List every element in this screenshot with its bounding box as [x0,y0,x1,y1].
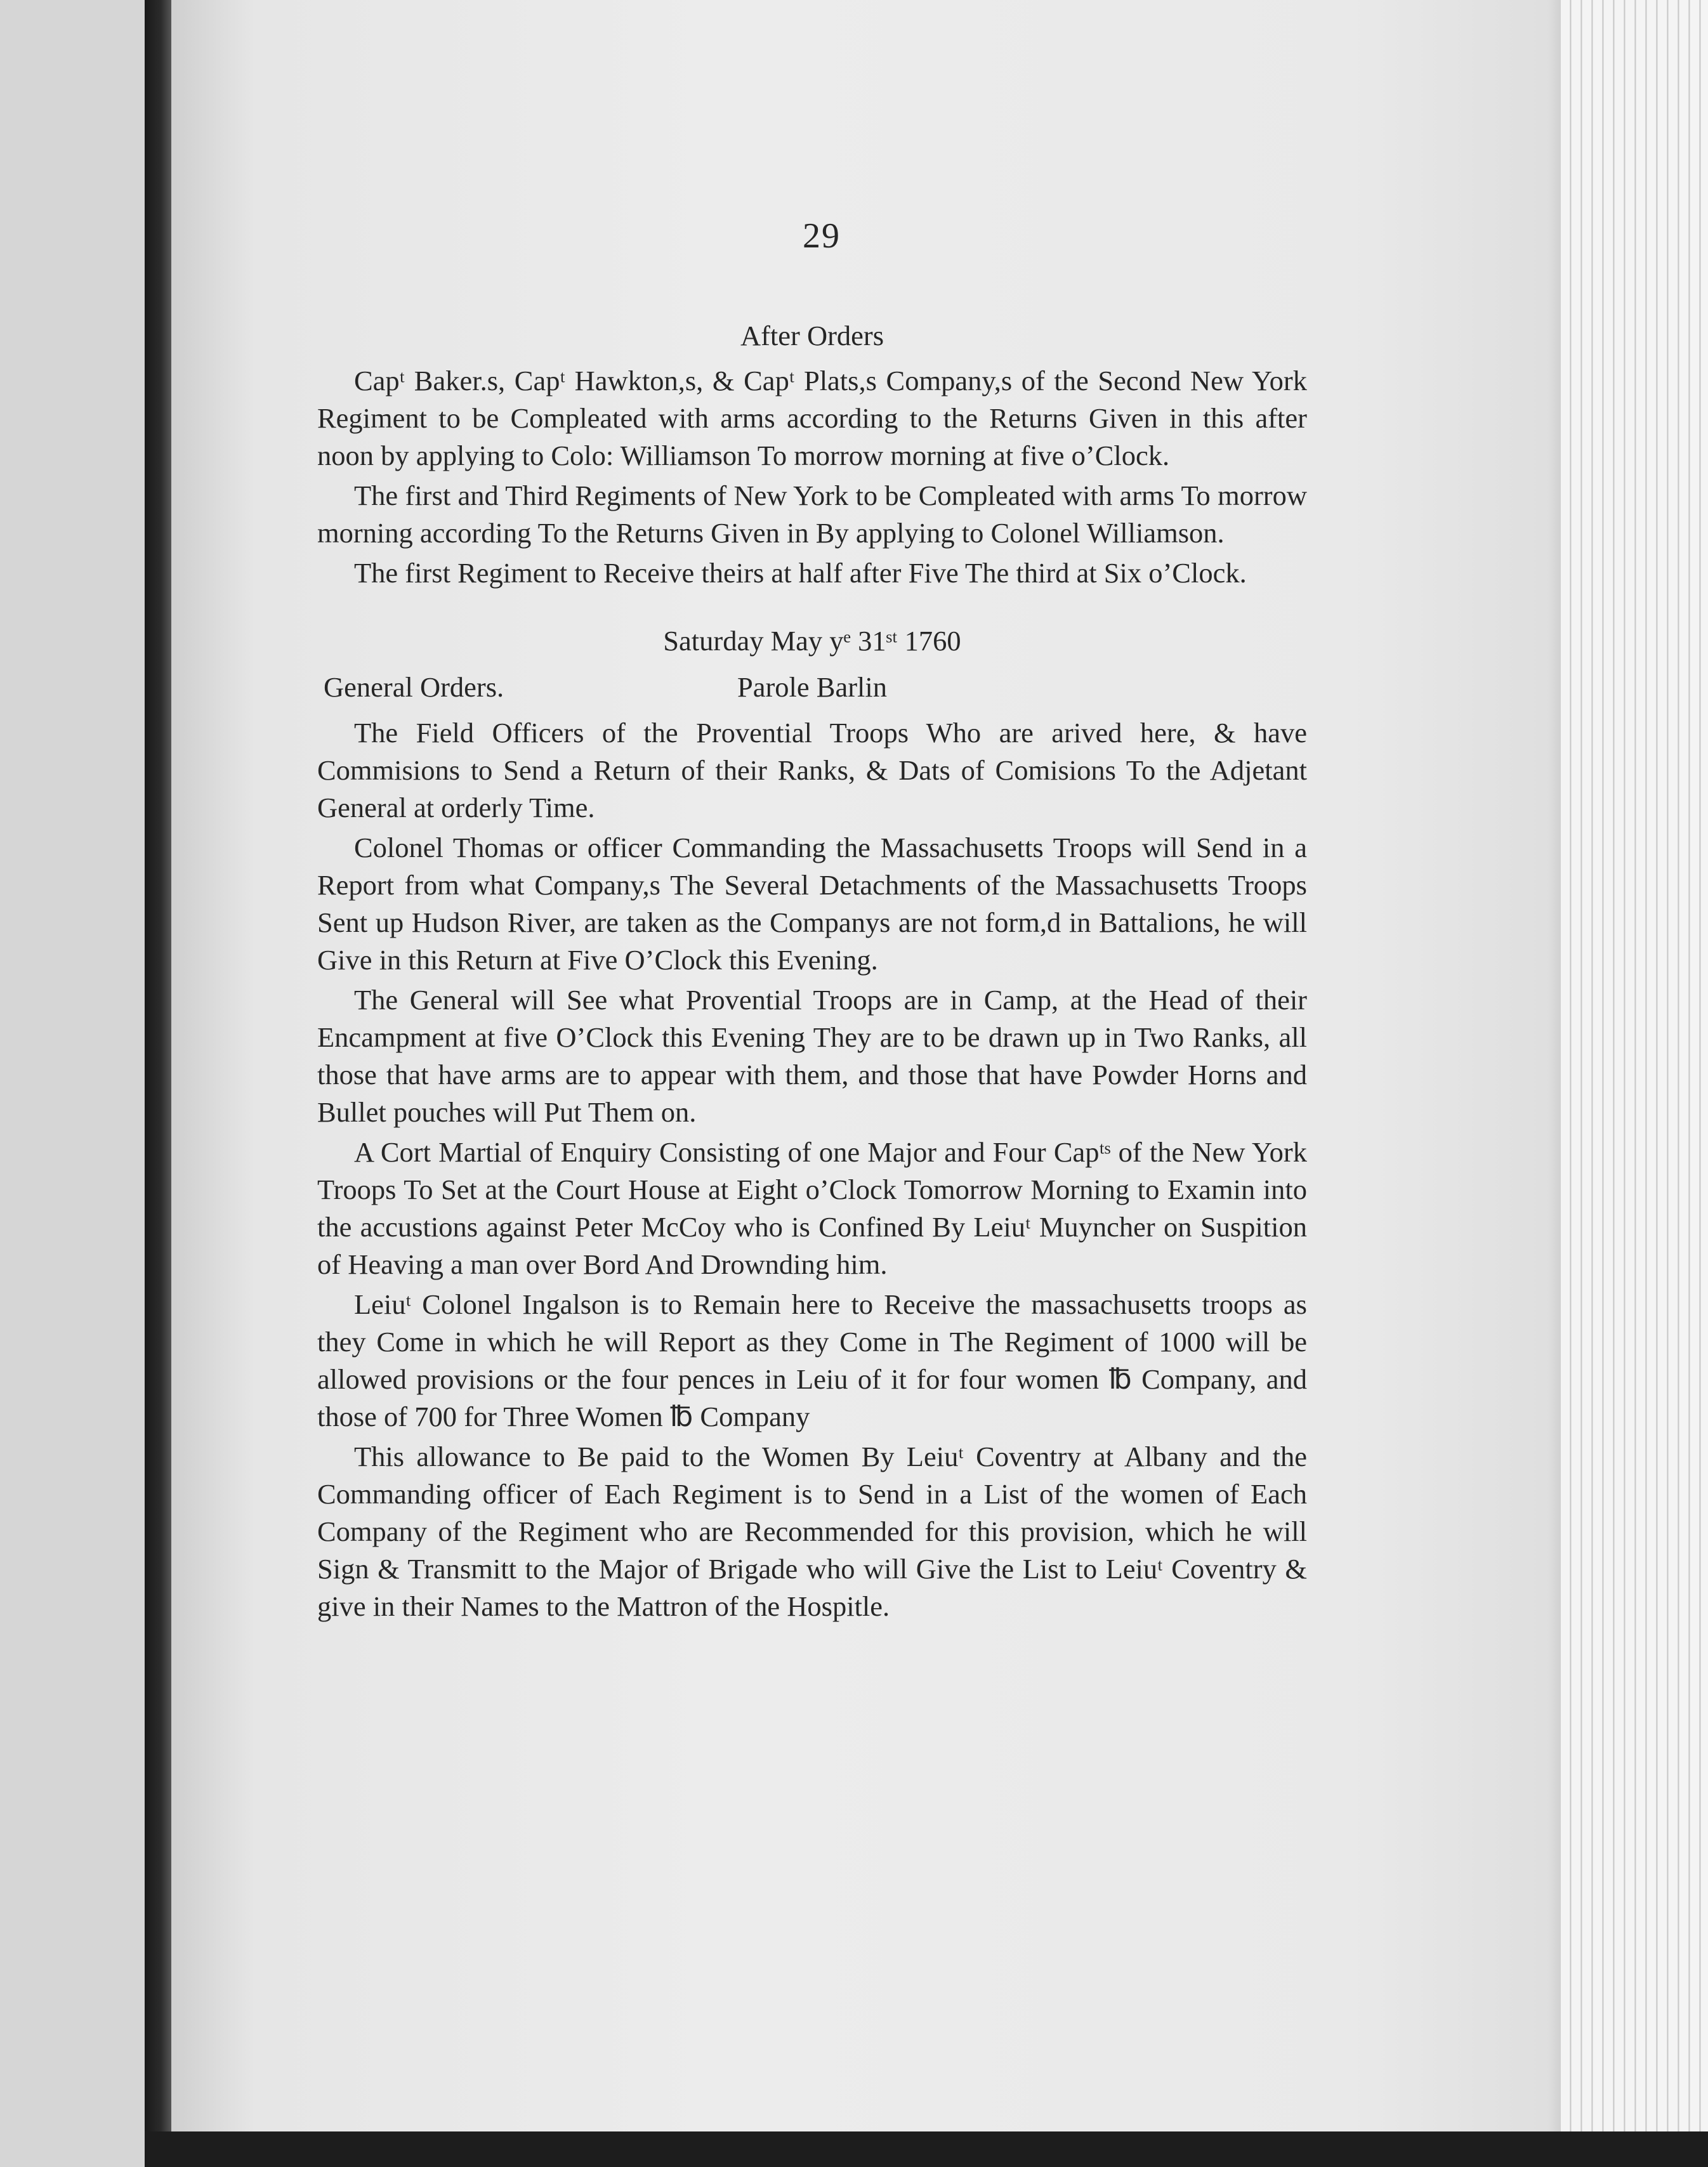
parole-label: Parole Barlin [737,671,888,703]
page-number: 29 [803,216,841,256]
page-edges [1561,0,1708,2167]
after-orders-paragraph: The first Regiment to Receive theirs at half after Five The third at Six o’Clock. [354,557,1247,589]
scan-bottom-border [145,2131,1708,2167]
after-orders-heading: After Orders [740,320,884,351]
page-body [317,317,1307,1628]
general-orders-paragraph: The Field Officers of the Provential Troops Who are arived here, & have Commisions to Send a Return of their Ranks, & Dats of Comisions To the Adjetant General at orderly Time. [317,717,1307,823]
after-orders-paragraph: Capᵗ Baker.s, Capᵗ Hawkton,s, & Capᵗ Plats,s Company,s of the Second New York Regiment to be Compleated with arms according to the Returns Given in this after noon by applying to Colo: Williamson To morrow morning at five o’Clock. [317,365,1307,471]
general-orders-line [317,669,1307,710]
general-orders-paragraph: The General will See what Provential Troops are in Camp, at the Head of their Encampment at five O’Clock this Evening They are to be drawn up in Two Ranks, all those that have arms are to appear with them, and those that have Powder Horns and Bullet pouches will Put Them on. [317,984,1307,1128]
general-orders-paragraph: Colonel Thomas or officer Commanding the Massachusetts Troops will Send in a Report from what Company,s The Several Detachments of the Massachusetts Troops Sent up Hudson River, are taken as the Companys are not form,d in Battalions, he will Give in this Return at Five O’Clock this Evening. [317,832,1307,976]
book-binding [145,0,171,2167]
date-heading: Saturday May yᵉ 31ˢᵗ 1760 [663,625,961,657]
after-orders-paragraph: The first and Third Regiments of New York to be Compleated with arms To morrow morning according To the Returns Given in By applying to Colonel Williamson. [317,480,1307,549]
general-orders-paragraph: A Cort Martial of Enquiry Consisting of one Major and Four Capᵗˢ of the New York Troops To Set at the Court House at Eight o’Clock Tomorrow Morning to Examin into the accustions against Peter McCoy who is Confined By Leiuᵗ Muyncher on Suspition of Heaving a man over Bord And Drownding him. [317,1136,1307,1280]
general-orders-paragraph: Leiuᵗ Colonel Ingalson is to Remain here to Receive the massachusetts troops as they Come in which he will Report as they Come in The Regiment of 1000 will be allowed provisions or the four pences in Leiu of it for four women ℔ Company, and those of 700 for Three Women ℔ Company [317,1288,1307,1432]
general-orders-label: General Orders. [324,671,504,703]
general-orders-paragraph: This allowance to Be paid to the Women By Leiuᵗ Coventry at Albany and the Commanding officer of Each Regiment is to Send in a List of the women of Each Company of the Regiment who are Recommended for this provision, which he will Sign & Transmitt to the Major of Brigade who will Give the List to Leiuᵗ Coventry & give in their Names to the Mattron of the Hospitle. [317,1441,1307,1622]
